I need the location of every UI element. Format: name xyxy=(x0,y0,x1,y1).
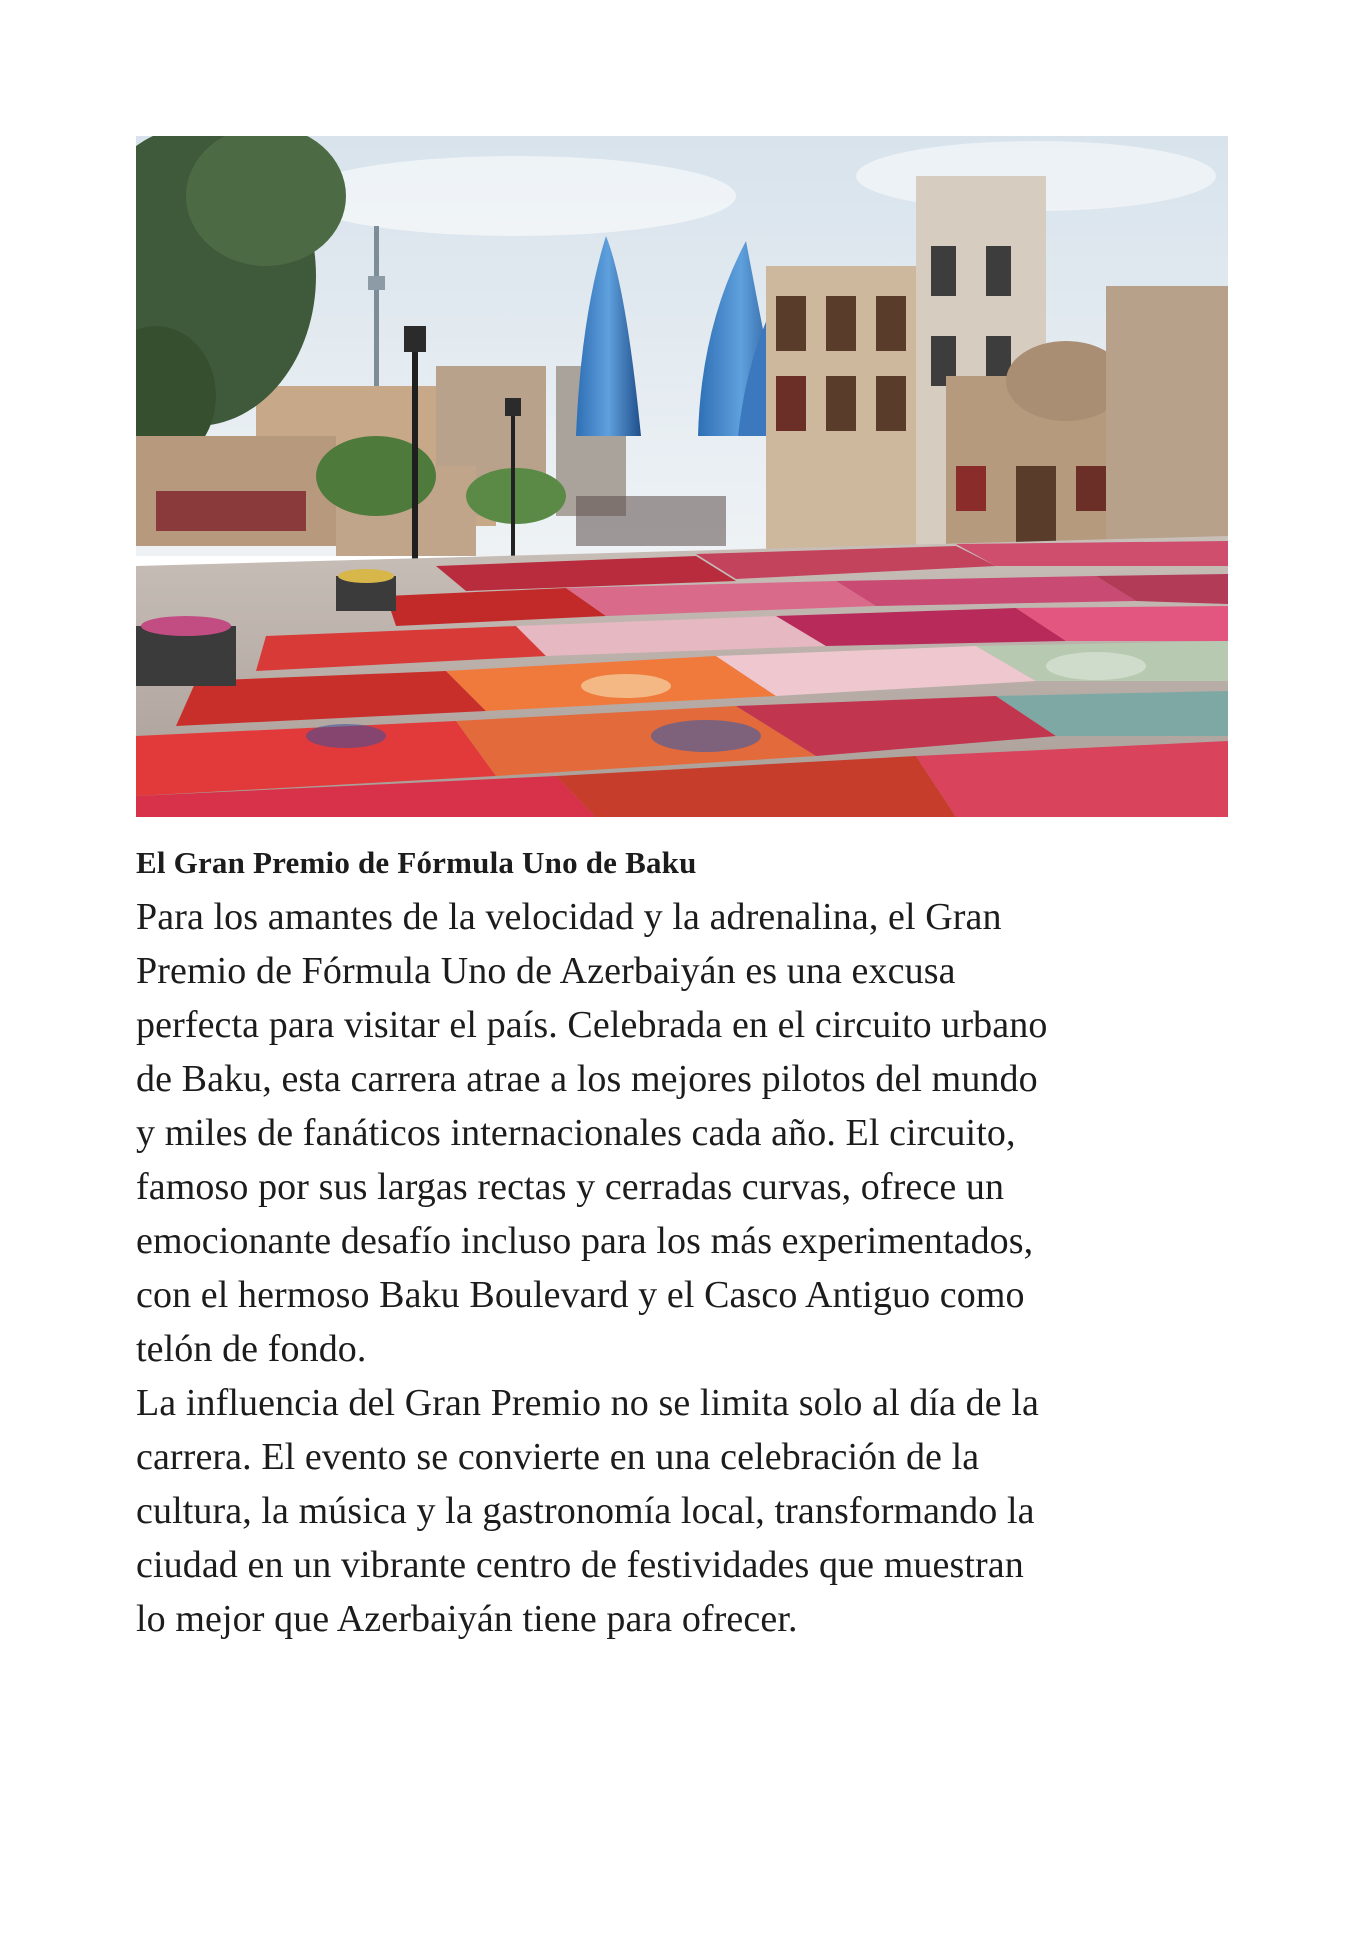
hero-photo xyxy=(136,136,1228,817)
paragraph-line: lo mejor que Azerbaiyán tiene para ofrecer. xyxy=(136,1598,798,1640)
article-title: El Gran Premio de Fórmula Uno de Baku xyxy=(136,845,697,880)
article-paragraph-1 xyxy=(136,890,1246,1376)
paragraph-line: cultura, la música y la gastronomía local, transformando la xyxy=(136,1490,1035,1532)
paragraph-line: carrera. El evento se convierte en una celebración de la xyxy=(136,1436,980,1478)
paragraph-line: La influencia del Gran Premio no se limita solo al día de la xyxy=(136,1382,1039,1424)
paragraph-line: perfecta para visitar el país. Celebrada en el circuito urbano xyxy=(136,1004,1048,1046)
paragraph-line: de Baku, esta carrera atrae a los mejores pilotos del mundo xyxy=(136,1058,1038,1100)
paragraph-line: famoso por sus largas rectas y cerradas curvas, ofrece un xyxy=(136,1166,1005,1208)
paragraph-line: Premio de Fórmula Uno de Azerbaiyán es una excusa xyxy=(136,950,956,992)
paragraph-line: Para los amantes de la velocidad y la adrenalina, el Gran xyxy=(136,896,1002,938)
article xyxy=(136,836,1246,1646)
paragraph-line: telón de fondo. xyxy=(136,1328,367,1370)
paragraph-line: ciudad en un vibrante centro de festividades que muestran xyxy=(136,1544,1024,1586)
paragraph-line: y miles de fanáticos internacionales cada año. El circuito, xyxy=(136,1112,1016,1154)
article-paragraph-2 xyxy=(136,1376,1246,1646)
paragraph-line: emocionante desafío incluso para los más experimentados, xyxy=(136,1220,1034,1262)
paragraph-line: con el hermoso Baku Boulevard y el Casco Antiguo como xyxy=(136,1274,1025,1316)
